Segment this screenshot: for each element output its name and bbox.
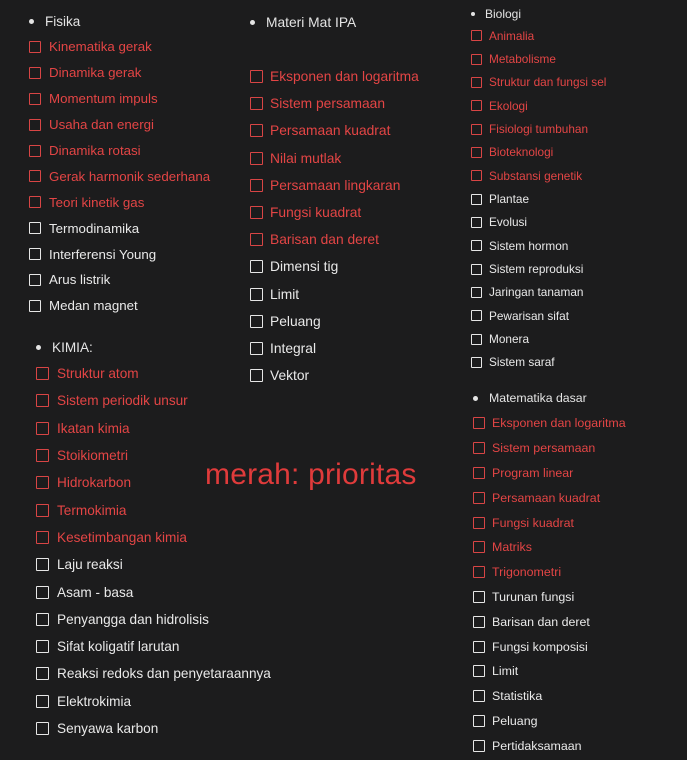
checklist-item-label: Sifat koligatif larutan: [57, 639, 180, 655]
empty-checkbox-icon[interactable]: [36, 722, 49, 735]
checklist-item[interactable]: [471, 281, 606, 304]
checklist-item-label: Trigonometri: [492, 565, 562, 580]
checklist-item-label: Hidrokarbon: [57, 475, 132, 491]
empty-checkbox-icon[interactable]: [473, 442, 485, 454]
checklist-item-label: Turunan fungsi: [492, 589, 575, 604]
checklist-item-label: Statistika: [492, 689, 543, 704]
section-heading-kimia: [36, 337, 271, 357]
empty-checkbox-icon[interactable]: [471, 30, 482, 41]
checklist-item[interactable]: [471, 257, 606, 280]
empty-checkbox-icon[interactable]: [250, 315, 263, 328]
checklist-item-label: Vektor: [270, 368, 310, 384]
checklist-item[interactable]: [250, 281, 419, 308]
checklist-item-label: Dimensi tig: [270, 259, 339, 275]
checklist-item-label: Barisan dan deret: [270, 232, 379, 248]
checklist-item[interactable]: [250, 90, 419, 117]
empty-checkbox-icon[interactable]: [471, 217, 482, 228]
checklist-item[interactable]: [29, 189, 210, 215]
checklist-biologi: [471, 24, 606, 374]
checklist-item-label: Animalia: [489, 28, 535, 43]
checklist-item-label: Elektrokimia: [57, 693, 132, 709]
checklist-item[interactable]: [471, 327, 606, 350]
empty-checkbox-icon[interactable]: [250, 124, 263, 137]
empty-checkbox-icon[interactable]: [36, 695, 49, 708]
empty-checkbox-icon[interactable]: [29, 300, 41, 312]
checklist-item[interactable]: [29, 215, 210, 241]
checklist-item-label: Teori kinetik gas: [49, 194, 145, 210]
checklist-item[interactable]: [29, 34, 210, 60]
priority-legend-note: merah: prioritas: [205, 458, 417, 491]
checklist-item[interactable]: [473, 560, 626, 585]
checklist-item[interactable]: [29, 138, 210, 164]
checklist-item-label: Bioteknologi: [489, 145, 554, 160]
checklist-item[interactable]: [36, 496, 271, 523]
checklist-item[interactable]: [473, 485, 626, 510]
checklist-item[interactable]: [473, 684, 626, 709]
checklist-item[interactable]: [250, 308, 419, 335]
empty-checkbox-icon[interactable]: [29, 274, 41, 286]
empty-checkbox-icon[interactable]: [473, 492, 485, 504]
empty-checkbox-icon[interactable]: [473, 665, 485, 677]
empty-checkbox-icon[interactable]: [36, 558, 49, 571]
empty-checkbox-icon[interactable]: [471, 124, 482, 135]
checklist-item-label: Eksponen dan logaritma: [270, 69, 419, 85]
checklist-item[interactable]: [36, 633, 271, 660]
empty-checkbox-icon[interactable]: [473, 417, 485, 429]
checklist-item-label: Fisiologi tumbuhan: [489, 122, 589, 137]
checklist-kimia: [36, 360, 271, 742]
section-kimia: [36, 337, 271, 742]
checklist-item[interactable]: [471, 117, 606, 140]
empty-checkbox-icon[interactable]: [473, 616, 485, 628]
checklist-item[interactable]: [471, 71, 606, 94]
empty-checkbox-icon[interactable]: [29, 67, 41, 79]
checklist-item[interactable]: [473, 634, 626, 659]
empty-checkbox-icon[interactable]: [471, 170, 482, 181]
empty-checkbox-icon[interactable]: [471, 100, 482, 111]
section-materi-mat-ipa: [250, 12, 419, 389]
empty-checkbox-icon[interactable]: [29, 248, 41, 260]
checklist-item[interactable]: [473, 510, 626, 535]
checklist-item-label: Persamaan lingkaran: [270, 177, 401, 193]
bullet-dot-icon: [250, 20, 255, 25]
section-matematika-dasar: [473, 388, 626, 758]
checklist-item-label: Plantae: [489, 192, 530, 207]
checklist-item[interactable]: [473, 659, 626, 684]
empty-checkbox-icon[interactable]: [29, 222, 41, 234]
empty-checkbox-icon[interactable]: [471, 77, 482, 88]
checklist-item[interactable]: [473, 411, 626, 436]
checklist-item-label: Interferensi Young: [49, 246, 157, 262]
checklist-item-label: Persamaan kuadrat: [492, 490, 601, 505]
checklist-item[interactable]: [250, 253, 419, 280]
empty-checkbox-icon[interactable]: [36, 640, 49, 653]
checklist-item[interactable]: [250, 362, 419, 389]
section-heading-mat-dasar: [473, 388, 626, 408]
checklist-item[interactable]: [36, 660, 271, 687]
checklist-item-label: Senyawa karbon: [57, 721, 159, 736]
checklist-item-label: Peluang: [492, 713, 538, 728]
empty-checkbox-icon[interactable]: [36, 586, 49, 599]
checklist-item[interactable]: [473, 709, 626, 734]
checklist-item-label: Ikatan kimia: [57, 420, 130, 436]
checklist-item-label: Persamaan kuadrat: [270, 123, 391, 139]
checklist-item-label: Medan magnet: [49, 298, 138, 314]
bullet-dot-icon: [29, 19, 34, 24]
checklist-item-label: Pertidaksamaan: [492, 738, 582, 753]
checklist-item[interactable]: [29, 267, 210, 293]
section-title: Materi Mat IPA: [266, 14, 357, 30]
section-title: Fisika: [45, 13, 81, 29]
checklist-item-label: Penyangga dan hidrolisis: [57, 611, 209, 627]
empty-checkbox-icon[interactable]: [29, 41, 41, 53]
checklist-item-label: Gerak harmonik sederhana: [49, 168, 211, 184]
section-heading-fisika: [29, 11, 210, 31]
empty-checkbox-icon[interactable]: [36, 422, 49, 435]
empty-checkbox-icon[interactable]: [36, 504, 49, 517]
empty-checkbox-icon[interactable]: [29, 119, 41, 131]
checklist-item-label: Sistem reproduksi: [489, 262, 584, 277]
empty-checkbox-icon[interactable]: [29, 170, 41, 182]
empty-checkbox-icon[interactable]: [473, 690, 485, 702]
empty-checkbox-icon[interactable]: [29, 196, 41, 208]
empty-checkbox-icon[interactable]: [473, 566, 485, 578]
checklist-item-label: Sistem saraf: [489, 355, 555, 370]
section-biologi: [471, 4, 606, 374]
checklist-item[interactable]: [473, 609, 626, 634]
checklist-item-label: Momentum impuls: [49, 91, 158, 107]
empty-checkbox-icon[interactable]: [250, 369, 263, 382]
checklist-item[interactable]: [29, 293, 210, 319]
empty-checkbox-icon[interactable]: [471, 334, 482, 345]
checklist-item[interactable]: [471, 141, 606, 164]
empty-checkbox-icon[interactable]: [250, 206, 263, 219]
empty-checkbox-icon[interactable]: [36, 394, 49, 407]
empty-checkbox-icon[interactable]: [250, 152, 263, 165]
checklist-item[interactable]: [36, 688, 271, 715]
empty-checkbox-icon[interactable]: [29, 145, 41, 157]
empty-checkbox-icon[interactable]: [250, 260, 263, 273]
checklist-item[interactable]: [471, 234, 606, 257]
checklist-item[interactable]: [250, 199, 419, 226]
checklist-item[interactable]: [250, 226, 419, 253]
checklist-item[interactable]: [473, 461, 626, 486]
checklist-fisika: [29, 34, 210, 319]
checklist-item-label: Substansi genetik: [489, 168, 583, 183]
checklist-item[interactable]: [471, 304, 606, 327]
section-title: Biologi: [485, 7, 522, 21]
checklist-item-label: Matriks: [492, 540, 532, 555]
checklist-item[interactable]: [36, 415, 271, 442]
checklist-item[interactable]: [250, 63, 419, 90]
section-title: KIMIA:: [52, 339, 93, 355]
checklist-item-label: Stoikiometri: [57, 448, 129, 464]
checklist-item[interactable]: [471, 187, 606, 210]
checklist-item[interactable]: [250, 117, 419, 144]
checklist-item-label: Barisan dan deret: [492, 614, 590, 629]
checklist-item-label: Termodinamika: [49, 220, 140, 236]
empty-checkbox-icon[interactable]: [473, 715, 485, 727]
checklist-item-label: Eksponen dan logaritma: [492, 416, 626, 431]
checklist-item-label: Termokimia: [57, 502, 127, 518]
empty-checkbox-icon[interactable]: [250, 288, 263, 301]
checklist-item[interactable]: [471, 211, 606, 234]
checklist-item-label: Fungsi kuadrat: [270, 205, 362, 221]
checklist-item[interactable]: [250, 335, 419, 362]
checklist-mat-ipa: [250, 63, 419, 389]
checklist-item-label: Sistem persamaan: [492, 441, 596, 456]
checklist-item-label: Sistem periodik unsur: [57, 393, 188, 409]
checklist-item-label: Sistem hormon: [489, 238, 569, 253]
empty-checkbox-icon[interactable]: [250, 233, 263, 246]
checklist-item[interactable]: [250, 145, 419, 172]
empty-checkbox-icon[interactable]: [473, 641, 485, 653]
empty-checkbox-icon[interactable]: [471, 240, 482, 251]
checklist-item-label: Limit: [492, 664, 519, 679]
checklist-item-label: Kinematika gerak: [49, 39, 152, 55]
checklist-item[interactable]: [29, 241, 210, 267]
empty-checkbox-icon[interactable]: [250, 179, 263, 192]
checklist-item-label: Arus listrik: [49, 272, 111, 288]
checklist-item-label: Nilai mutlak: [270, 150, 342, 166]
checklist-item[interactable]: [36, 578, 271, 605]
checklist-item-label: Kesetimbangan kimia: [57, 529, 187, 545]
checklist-item-label: Dinamika rotasi: [49, 143, 141, 158]
checklist-item-label: Struktur dan fungsi sel: [489, 75, 607, 90]
checklist-item-label: Monera: [489, 332, 529, 347]
checklist-item[interactable]: [29, 112, 210, 138]
section-title: Matematika dasar: [489, 391, 587, 405]
checklist-item-label: Fungsi kuadrat: [492, 515, 574, 530]
empty-checkbox-icon[interactable]: [473, 517, 485, 529]
empty-checkbox-icon[interactable]: [471, 357, 482, 368]
empty-checkbox-icon[interactable]: [250, 70, 263, 83]
checklist-item[interactable]: [473, 535, 626, 560]
empty-checkbox-icon[interactable]: [471, 147, 482, 158]
checklist-item[interactable]: [473, 733, 626, 758]
checklist-item[interactable]: [36, 360, 271, 387]
checklist-item[interactable]: [471, 94, 606, 117]
empty-checkbox-icon[interactable]: [473, 591, 485, 603]
bullet-dot-icon: [36, 345, 41, 350]
bullet-dot-icon: [473, 396, 478, 401]
empty-checkbox-icon[interactable]: [471, 310, 482, 321]
checklist-item-label: Ekologi: [489, 98, 528, 113]
empty-checkbox-icon[interactable]: [36, 367, 49, 380]
checklist-item-label: Program linear: [492, 465, 574, 480]
empty-checkbox-icon[interactable]: [36, 531, 49, 544]
checklist-item-label: Asam - basa: [57, 584, 134, 600]
checklist-item-label: Integral: [270, 340, 317, 356]
checklist-item-label: Peluang: [270, 313, 321, 329]
checklist-item-label: Dinamika gerak: [49, 65, 142, 81]
checklist-item[interactable]: [36, 387, 271, 414]
empty-checkbox-icon[interactable]: [29, 93, 41, 105]
empty-checkbox-icon[interactable]: [250, 97, 263, 110]
empty-checkbox-icon[interactable]: [471, 54, 482, 65]
checklist-item-label: Sistem persamaan: [270, 96, 386, 112]
checklist-item[interactable]: [250, 172, 419, 199]
empty-checkbox-icon[interactable]: [36, 449, 49, 462]
checklist-item-label: Metabolisme: [489, 52, 556, 67]
empty-checkbox-icon[interactable]: [471, 287, 482, 298]
checklist-item[interactable]: [36, 715, 271, 742]
checklist-item-label: Usaha dan energi: [49, 117, 154, 133]
checklist-item[interactable]: [471, 164, 606, 187]
empty-checkbox-icon[interactable]: [36, 613, 49, 626]
section-heading-mat-ipa: [250, 12, 419, 32]
checklist-item[interactable]: [36, 606, 271, 633]
checklist-item[interactable]: [473, 436, 626, 461]
section-fisika: [29, 11, 210, 319]
checklist-item-label: Jaringan tanaman: [489, 285, 584, 300]
bullet-dot-icon: [471, 12, 475, 16]
section-heading-biologi: [471, 4, 606, 24]
checklist-item[interactable]: [36, 551, 271, 578]
checklist-item-label: Evolusi: [489, 215, 528, 230]
empty-checkbox-icon[interactable]: [473, 740, 485, 752]
checklist-item-label: Laju reaksi: [57, 557, 123, 573]
checklist-item-label: Reaksi redoks dan penyetaraannya: [57, 666, 271, 682]
checklist-item[interactable]: [36, 524, 271, 551]
empty-checkbox-icon[interactable]: [473, 467, 485, 479]
empty-checkbox-icon[interactable]: [473, 541, 485, 553]
checklist-item[interactable]: [471, 351, 606, 374]
checklist-item[interactable]: [471, 24, 606, 47]
checklist-item-label: Pewarisan sifat: [489, 308, 569, 323]
checklist-item[interactable]: [29, 86, 210, 112]
empty-checkbox-icon[interactable]: [471, 194, 482, 205]
empty-checkbox-icon[interactable]: [250, 342, 263, 355]
checklist-item[interactable]: [473, 585, 626, 610]
checklist-item-label: Struktur atom: [57, 366, 139, 382]
checklist-item-label: Limit: [270, 286, 300, 302]
empty-checkbox-icon[interactable]: [36, 667, 49, 680]
checklist-item[interactable]: [29, 60, 210, 86]
checklist-item[interactable]: [471, 47, 606, 70]
checklist-item[interactable]: [29, 163, 210, 189]
checklist-item-label: Fungsi komposisi: [492, 639, 588, 654]
checklist-mat-dasar: [473, 411, 626, 758]
empty-checkbox-icon[interactable]: [471, 264, 482, 275]
empty-checkbox-icon[interactable]: [36, 476, 49, 489]
